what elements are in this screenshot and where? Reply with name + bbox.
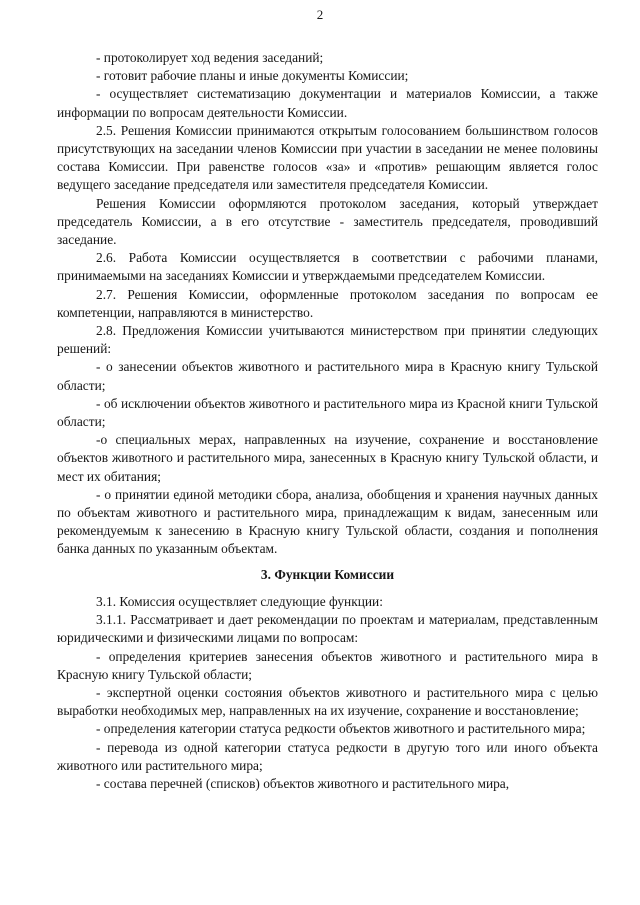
paragraph-2-5: 2.5. Решения Комиссии принимаются открытым голосованием большинством голосов присутствующих на заседании членов Комиссии при участии в заседании не менее половины состава Комиссии. При равенстве голосов «за» и «против» решающим является голос ведущего заседание председателя или заместителя председателя Комиссии. xyxy=(57,122,598,193)
list-item: -о специальных мерах, направленных на изучение, сохранение и восстановление объектов животного и растительного мира, занесенных в Красную книгу Тульской области, и мест их обитания; xyxy=(57,432,598,484)
paragraph-2-8: 2.8. Предложения Комиссии учитываются министерством при принятии следующих решений: xyxy=(57,323,598,357)
paragraph: Решения Комиссии оформляются протоколом заседания, который утверждает председатель Комиссии, а в его отсутствие - заместитель председателя, проводивший заседание. xyxy=(57,195,598,248)
list-item: - экспертной оценки состояния объектов животного и растительного мира с целью выработки необходимых мер, направленных на их изучение, сохранение и восстановление; xyxy=(57,684,598,719)
paragraph: - осуществляет систематизацию документации и материалов Комиссии, а также информации по вопросам деятельности Комиссии. xyxy=(57,86,598,120)
paragraph-2-6: 2.6. Работа Комиссии осуществляется в соответствии с рабочими планами, принимаемыми на заседаниях Комиссии и утверждаемыми председателем Комиссии. xyxy=(57,250,598,284)
document-body xyxy=(57,49,598,793)
list-item: - состава перечней (списков) объектов животного и растительного мира, xyxy=(96,775,510,791)
page-number: 2 xyxy=(316,7,324,22)
list-item: - об исключении объектов животного и растительного мира из Красной книги Тульской области; xyxy=(57,395,598,430)
paragraph: - протоколирует ход ведения заседаний; xyxy=(96,50,324,65)
paragraph: - готовит рабочие планы и иные документы Комиссии; xyxy=(96,68,409,84)
list-item: - определения категории статуса редкости объектов животного и растительного мира; xyxy=(96,721,586,737)
paragraph-2-7: 2.7. Решения Комиссии, оформленные протоколом заседания по вопросам ее компетенции, направляются в министерство. xyxy=(57,286,598,320)
list-item: - о занесении объектов животного и растительного мира в Красную книгу Тульской области; xyxy=(57,359,598,393)
list-item: - перевода из одной категории статуса редкости в другую того или иного объекта животного или растительного мира; xyxy=(57,739,598,773)
paragraph-3-1: 3.1. Комиссия осуществляет следующие функции: xyxy=(96,593,383,609)
paragraph-3-1-1: 3.1.1. Рассматривает и дает рекомендации по проектам и материалам, представленным юридическими и физическими лицами по вопросам: xyxy=(57,612,598,646)
list-item: - о принятии единой методики сбора, анализа, обобщения и хранения научных данных по объектам животного и растительного мира, принадлежащим к видам, занесенным или рекомендуемым к занесению в Красную книгу Тульской области, создания и пополнения банка данных по указанным объектам. xyxy=(57,486,598,557)
list-item: - определения критериев занесения объектов животного и растительного мира в Красную книгу Тульской области; xyxy=(57,648,598,682)
section-heading: 3. Функции Комиссии xyxy=(260,566,395,582)
